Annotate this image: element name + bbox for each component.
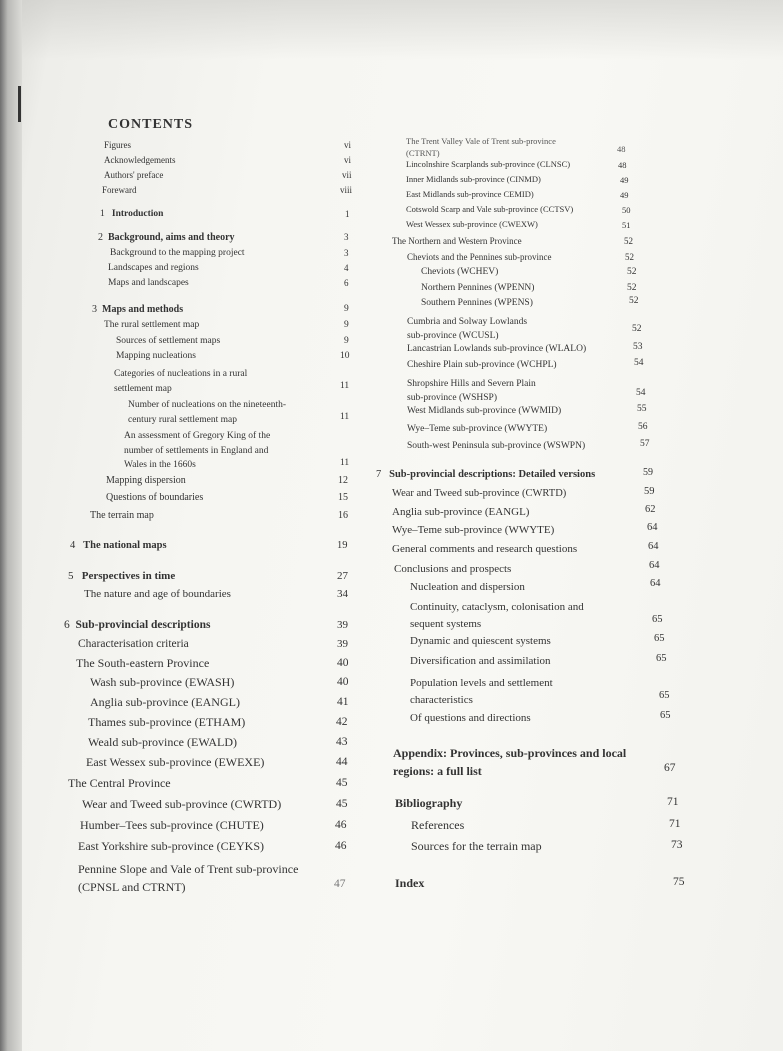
toc-entry[interactable] [407,315,527,343]
toc-entry-label-line: sequent systems [410,618,482,630]
toc-entry[interactable] [407,344,586,355]
page-shadow [0,0,783,60]
toc-entry[interactable] [78,638,189,651]
toc-page-number: 56 [638,422,648,432]
toc-entry-label-line: Appendix: Provinces, sub-provinces and local [393,746,627,760]
toc-page-number: 52 [632,324,642,334]
toc-entry[interactable] [116,351,196,362]
toc-entry-label: The Northern and Western Province [392,236,522,246]
toc-page-number: 40 [337,676,349,688]
toc-page-number: 59 [643,467,653,478]
book-spine [0,0,22,1051]
toc-entry-label: Wash sub-province (EWASH) [90,675,235,689]
toc-bibliography[interactable] [395,797,462,811]
toc-entry-label-line: (CTRNT) [406,148,440,158]
toc-entry[interactable] [90,676,234,690]
toc-entry[interactable] [411,819,464,833]
toc-page-number: 11 [340,381,350,391]
chapter-label: Background, aims and theory [108,232,235,243]
toc-entry-label: The nature and age of boundaries [84,588,231,600]
toc-entry-label: General comments and research questions [392,543,578,555]
toc-page-number: 1 [345,209,350,219]
toc-page-number: 44 [336,756,348,768]
toc-entry-label: Mapping dispersion [106,475,186,486]
toc-entry[interactable] [86,756,264,770]
toc-page-number: 75 [673,876,685,888]
toc-entry-label-line: Number of nucleations on the nineteenth- [128,400,287,410]
toc-page-number: 6 [344,278,349,288]
toc-chapter[interactable] [70,540,167,552]
toc-entry[interactable] [410,655,551,668]
toc-chapter[interactable] [64,619,210,632]
toc-page-number: vi [344,140,352,150]
toc-page-number: 48 [618,160,627,170]
toc-entry-label-line: sub-province (WSHSP) [407,393,497,403]
toc-page-number: 48 [617,144,626,154]
toc-entry-label: Southern Pennines (WPENS) [421,298,533,308]
toc-page-number: 9 [344,304,349,314]
toc-page-number: 39 [337,619,348,631]
toc-page-number: 65 [656,653,667,664]
toc-entry-label: Cotswold Scarp and Vale sub-province (CCTSV) [406,204,574,214]
toc-page-number: 65 [659,690,670,701]
chapter-label: The national maps [83,540,167,551]
toc-page-number: 19 [337,540,348,551]
chapter-number: 6 [64,619,70,631]
toc-entry-label-line: characteristics [410,694,473,706]
toc-entry-label: Mapping nucleations [116,351,196,361]
toc-page-number: 50 [622,205,631,215]
toc-page-number: 65 [660,710,671,721]
toc-entry-label-line: (CPNSL and CTRNT) [78,880,186,894]
toc-entry-label: The terrain map [90,510,154,521]
toc-page-number: 71 [667,796,679,808]
toc-entry-label: Of questions and directions [410,712,531,724]
toc-entry[interactable] [406,220,538,230]
chapter-number: 1 [100,209,105,219]
toc-entry-label: East Midlands sub-province CEMID) [406,189,534,199]
toc-page-number: 15 [338,492,348,503]
toc-entry-label-line: Pennine Slope and Vale of Trent sub-province [78,862,299,876]
toc-entry[interactable] [394,563,511,576]
toc-entry[interactable] [392,488,566,500]
toc-entry-label: The Central Province [68,776,171,790]
toc-page-number: 67 [664,762,676,774]
toc-entry-label: Humber–Tees sub-province (CHUTE) [80,818,264,832]
toc-entry[interactable] [88,736,237,750]
toc-page-number: 12 [338,475,348,486]
toc-entry[interactable] [392,506,529,519]
toc-page-number: 9 [344,336,349,346]
toc-entry-label: Figures [104,140,131,150]
chapter-number: 2 [98,232,103,243]
toc-entry[interactable] [106,475,186,487]
toc-entry-label: Cheshire Plain sub-province (WCHPL) [407,360,557,370]
toc-page-number: 40 [337,657,349,669]
toc-entry[interactable] [102,185,137,195]
toc-entry-label-line: number of settlements in England and [124,445,269,456]
toc-entry-label-line: An assessment of Gregory King of the [124,431,271,441]
toc-page-number: 34 [337,588,348,600]
toc-entry[interactable] [90,510,154,522]
toc-page-number: 3 [344,232,349,242]
chapter-number: 4 [70,540,76,551]
toc-page-number: 11 [340,412,350,422]
toc-entry-label: Wear and Tweed sub-province (CWRTD) [82,797,282,811]
toc-page-number: 43 [336,736,348,748]
toc-entry[interactable] [108,278,189,289]
toc-entry-label: East Yorkshire sub-province (CEYKS) [78,839,264,853]
toc-entry[interactable] [68,777,171,791]
toc-entry-label: Foreward [102,185,137,195]
toc-entry-label: Weald sub-province (EWALD) [88,735,237,749]
toc-page-number: 64 [650,578,661,589]
toc-entry[interactable] [407,360,557,371]
toc-entry-label-line: Cumbria and Solway Lowlands [407,317,528,327]
toc-entry[interactable] [406,190,534,200]
toc-entry[interactable] [421,298,533,309]
toc-entry-label: Wye–Teme sub-province (WWYTE) [392,524,555,536]
toc-entry-label: Dynamic and quiescent systems [410,635,551,647]
toc-page-number: 54 [634,358,644,368]
toc-entry[interactable] [406,205,573,215]
toc-entry-label: Sources of settlement maps [116,336,221,346]
toc-page-number: 73 [671,839,683,851]
toc-entry[interactable] [104,170,163,180]
toc-page-number: 4 [344,263,349,273]
toc-entry[interactable] [406,135,556,159]
toc-entry[interactable] [88,716,245,730]
toc-entry[interactable] [106,492,203,504]
toc-entry[interactable] [406,160,570,170]
toc-page-number: 11 [340,458,350,468]
toc-entry[interactable] [410,635,551,648]
toc-entry[interactable] [110,248,245,259]
toc-page-number: 45 [336,798,348,810]
toc-page-number: 64 [648,541,659,552]
toc-entry-label-line: century rural settlement map [128,415,237,425]
toc-entry[interactable] [76,657,209,671]
toc-page-number: 10 [340,351,350,361]
toc-entry-label: Background to the mapping project [110,248,245,258]
chapter-number: 7 [376,469,382,480]
toc-entry[interactable] [104,140,131,150]
toc-entry[interactable] [82,798,281,812]
toc-entry-label: Sources for the terrain map [411,839,542,853]
toc-entry-label: Northern Pennines (WPENN) [421,283,535,293]
toc-entry[interactable] [392,524,554,537]
toc-page-number: viii [340,185,353,195]
chapter-number: 3 [92,304,97,315]
toc-entry-label: Wear and Tweed sub-province (CWRTD) [392,488,567,499]
toc-entry-label: Lincolnshire Scarplands sub-province (CLNSC) [406,159,571,169]
toc-page-number: 52 [624,236,633,246]
toc-entry-label: West Wessex sub-province (CWEXW) [406,219,538,229]
toc-entry[interactable] [407,377,536,405]
chapter-number: 5 [68,570,74,582]
chapter-label: Sub-provincial descriptions [75,619,211,631]
toc-entry-label-line: The Trent Valley Vale of Trent sub-province [406,136,556,146]
toc-entry[interactable] [421,283,534,294]
toc-page-number: 47 [334,878,346,890]
contents-title: CONTENTS [108,117,194,132]
toc-page-number: 49 [620,190,629,200]
toc-entry-label: West Midlands sub-province (WWMID) [407,406,562,416]
toc-entry-label: Cheviots (WCHEV) [421,267,499,277]
toc-page-number: 52 [625,252,634,262]
toc-entry[interactable] [407,424,547,435]
toc-entry[interactable] [128,398,286,428]
toc-page-number: 39 [337,638,348,650]
toc-page-number: 71 [669,818,681,830]
toc-page-number: 53 [633,342,643,352]
toc-entry-label: Bibliography [395,796,463,810]
toc-entry-label: Questions of boundaries [106,492,204,503]
toc-page-number: 62 [645,504,656,515]
toc-entry-label-line: Population levels and settlement [410,677,553,689]
toc-page-number: vii [342,170,352,180]
toc-entry-label: Landscapes and regions [108,263,199,273]
toc-entry[interactable] [116,336,220,347]
toc-page-number: 64 [647,522,658,533]
toc-entry-label: Diversification and assimilation [410,655,551,667]
toc-entry[interactable] [84,588,231,601]
toc-entry[interactable] [411,840,542,854]
toc-entry[interactable] [80,819,264,833]
toc-entry[interactable] [410,581,525,594]
toc-entry-label: Wye–Teme sub-province (WWYTE) [407,424,548,434]
toc-page-number: 27 [337,570,348,582]
toc-entry-label-line: sub-province (WCUSL) [407,331,499,341]
toc-appendix[interactable] [393,744,626,780]
toc-entry-label-line: Continuity, cataclysm, colonisation and [410,601,584,613]
toc-page-number: 52 [627,283,637,293]
toc-entry[interactable] [407,441,585,452]
toc-entry-label: Maps and landscapes [108,278,189,288]
toc-page-number: 49 [620,175,629,185]
toc-entry-label: Characterisation criteria [78,638,189,650]
toc-chapter[interactable] [98,232,235,244]
toc-page-number: 9 [344,320,349,330]
toc-entry[interactable] [108,263,199,274]
toc-entry[interactable] [407,406,561,417]
toc-page-number: 65 [652,614,663,625]
toc-entry-label: References [411,818,465,832]
toc-entry-label: Nucleation and dispersion [410,581,525,593]
toc-entry[interactable] [104,155,175,165]
toc-chapter[interactable] [376,469,595,481]
toc-entry-label: Anglia sub-province (EANGL) [392,506,530,518]
toc-page-number: 51 [622,220,631,230]
toc-entry-label: East Wessex sub-province (EWEXE) [86,755,265,769]
toc-entry-label: Acknowledgements [104,155,176,165]
chapter-label: Sub-provincial descriptions: Detailed versions [389,469,596,480]
toc-page-number: vi [344,155,352,165]
toc-entry-label: South-west Peninsula sub-province (WSWPN) [407,441,586,451]
spine-mark [18,86,21,122]
toc-index[interactable] [395,877,424,891]
toc-page-number: 46 [335,840,347,852]
toc-page-number: 52 [629,296,639,306]
toc-page-number: 64 [649,560,660,571]
toc-entry[interactable] [78,860,298,896]
toc-entry-label-line: Shropshire Hills and Severn Plain [407,379,536,389]
toc-entry-label: Anglia sub-province (EANGL) [90,695,240,709]
toc-entry-label-line: regions: a full list [393,764,482,778]
toc-page-number: 65 [654,633,665,644]
toc-page-number: 59 [644,486,655,497]
toc-page-number: 45 [336,777,348,789]
toc-entry[interactable] [406,175,541,185]
toc-entry[interactable] [78,840,264,854]
chapter-label: Perspectives in time [81,570,176,582]
toc-entry-label: Thames sub-province (ETHAM) [88,715,246,729]
toc-page-number: 16 [338,510,348,521]
toc-entry-label: Inner Midlands sub-province (CINMD) [406,174,541,184]
toc-entry[interactable] [410,712,531,725]
toc-entry[interactable] [410,675,553,709]
toc-page-number: 57 [640,439,650,449]
toc-entry-label: Conclusions and prospects [394,563,512,575]
toc-entry-label: Authors' preface [104,170,164,180]
toc-entry[interactable] [407,252,551,262]
toc-entry[interactable] [104,320,199,331]
toc-entry[interactable] [90,696,240,710]
toc-entry[interactable] [114,367,247,397]
toc-entry-label: Lancastrian Lowlands sub-province (WLALO) [407,344,587,354]
toc-entry-label: The South-eastern Province [76,656,210,670]
toc-chapter[interactable] [68,570,175,583]
toc-chapter[interactable] [100,209,163,220]
toc-entry-label: The rural settlement map [104,320,200,330]
toc-page-number: 52 [627,267,637,277]
chapter-label: Maps and methods [102,304,184,315]
toc-entry-label: Index [395,876,425,890]
toc-chapter[interactable] [92,304,183,316]
toc-entry[interactable] [421,267,498,278]
toc-page-number: 46 [335,819,347,831]
toc-entry-label: Cheviots and the Pennines sub-province [407,252,552,262]
toc-page-number: 42 [336,716,348,728]
toc-entry[interactable] [392,543,577,556]
toc-entry[interactable] [410,599,584,633]
toc-entry[interactable] [124,429,270,473]
toc-entry[interactable] [392,236,522,246]
toc-entry-label-line: settlement map [114,384,172,394]
toc-page-number: 3 [344,248,349,258]
toc-entry-label-line: Categories of nucleations in a rural [114,369,248,379]
toc-page-number: 55 [637,404,647,414]
toc-page-number: 54 [636,388,646,398]
toc-page-number: 41 [337,696,349,708]
chapter-label: Introduction [111,209,164,219]
toc-entry-label-line: Wales in the 1660s [124,460,196,470]
